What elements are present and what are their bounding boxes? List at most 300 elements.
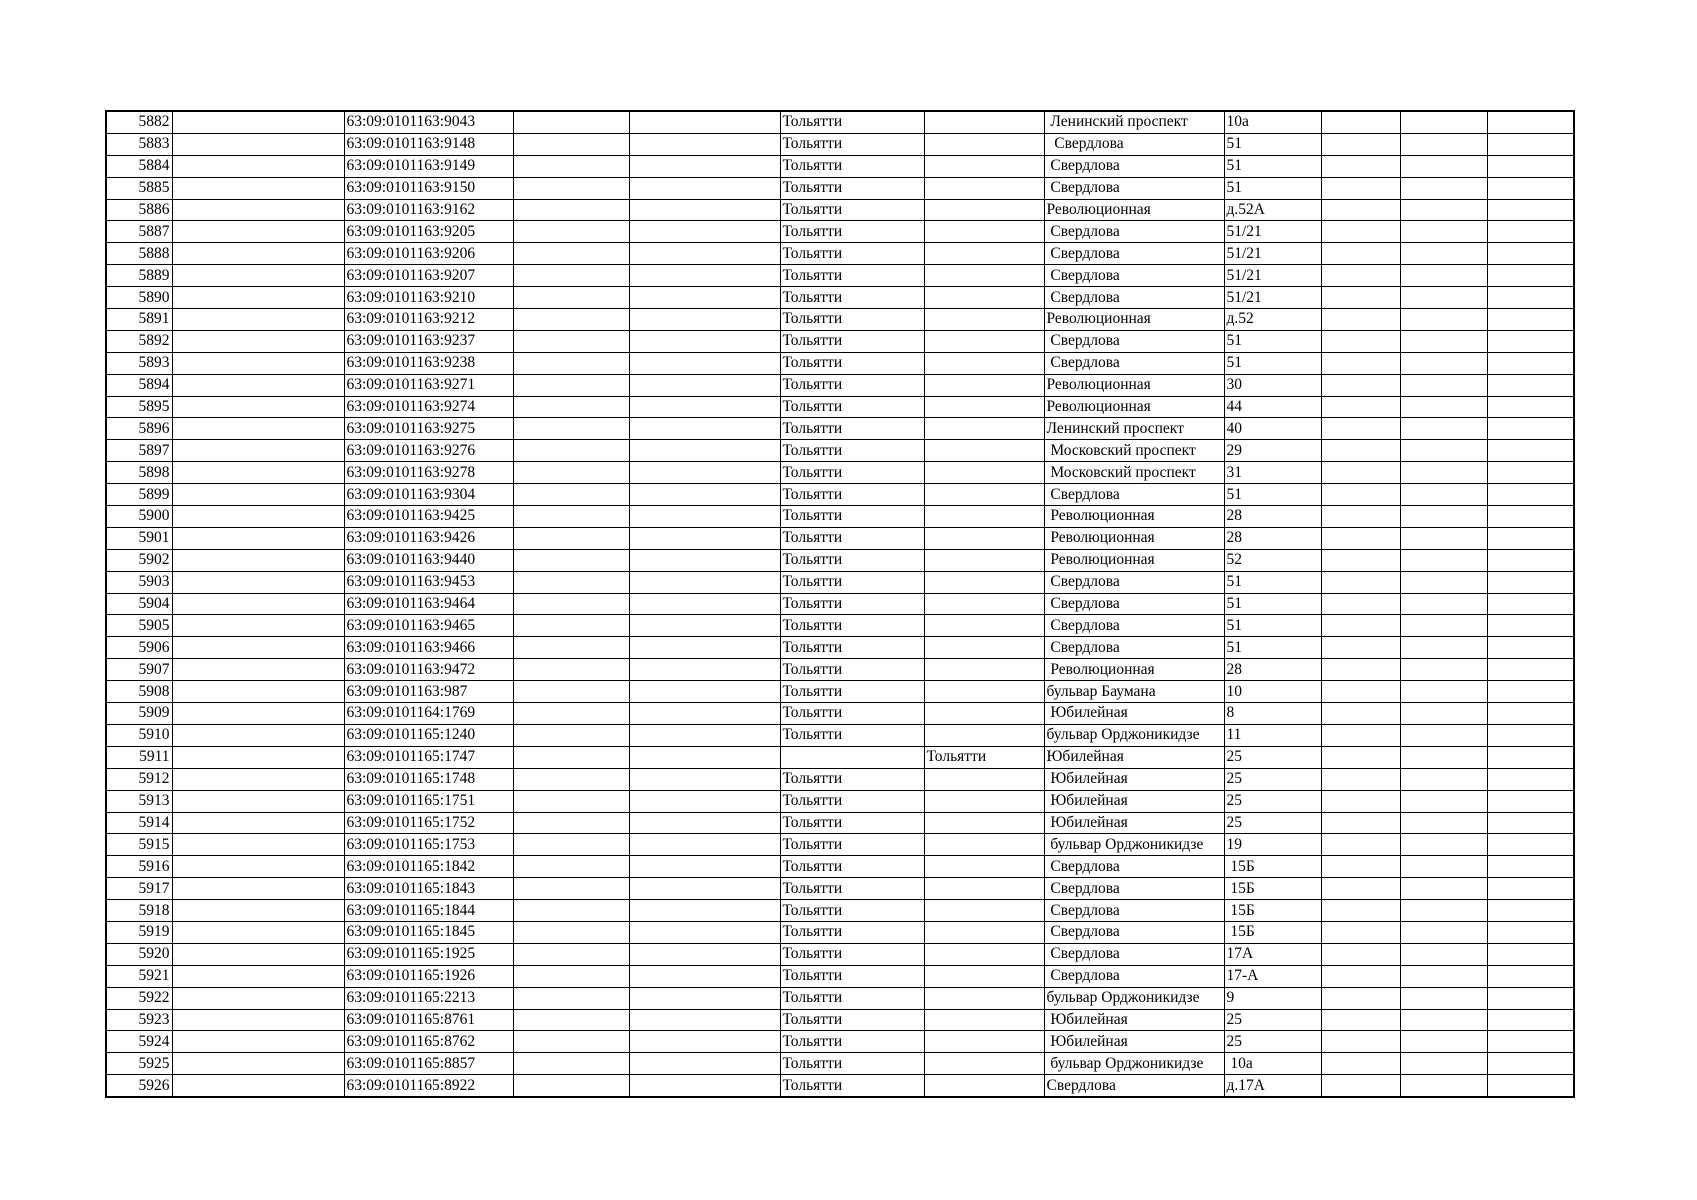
street-cell: бульвар Орджоникидзе [1044,1053,1224,1075]
empty-cell [1321,746,1400,768]
table-row [106,900,1574,922]
city-alt-cell [924,243,1044,265]
empty-cell [513,703,629,725]
empty-cell [629,1053,780,1075]
empty-cell [1487,418,1574,440]
table-row [106,287,1574,309]
city-alt-cell [924,921,1044,943]
house-number-cell: 8 [1224,703,1321,725]
empty-cell [513,418,629,440]
empty-cell [1400,527,1487,549]
cadastral-number-cell: 63:09:0101165:1748 [344,768,513,790]
city-alt-cell [924,965,1044,987]
house-number-cell: 17А [1224,943,1321,965]
empty-cell [513,856,629,878]
table-row [106,768,1574,790]
city-cell: Тольятти [780,111,924,133]
empty-cell [629,943,780,965]
city-cell: Тольятти [780,177,924,199]
empty-cell [1487,921,1574,943]
empty-cell [1487,900,1574,922]
empty-cell [513,921,629,943]
empty-cell [172,440,344,462]
street-cell: Свердлова [1044,287,1224,309]
table-row [106,659,1574,681]
street-cell: Юбилейная [1044,1009,1224,1031]
empty-cell [172,506,344,528]
empty-cell [629,330,780,352]
empty-cell [629,987,780,1009]
empty-cell [1487,1009,1574,1031]
empty-cell [1487,462,1574,484]
empty-cell [513,834,629,856]
city-alt-cell [924,396,1044,418]
row-number-cell: 5892 [106,330,172,352]
empty-cell [1400,1009,1487,1031]
city-cell: Тольятти [780,1031,924,1053]
street-cell: Юбилейная [1044,812,1224,834]
empty-cell [1487,506,1574,528]
city-alt-cell [924,1009,1044,1031]
house-number-cell: 51 [1224,330,1321,352]
empty-cell [513,374,629,396]
empty-cell [1487,987,1574,1009]
city-alt-cell [924,506,1044,528]
city-alt-cell [924,900,1044,922]
empty-cell [1487,637,1574,659]
empty-cell [172,243,344,265]
house-number-cell: 29 [1224,440,1321,462]
empty-cell [1400,724,1487,746]
table-row [106,199,1574,221]
row-number-cell: 5924 [106,1031,172,1053]
empty-cell [1321,155,1400,177]
empty-cell [513,111,629,133]
table-row [106,330,1574,352]
empty-cell [1321,724,1400,746]
table-row [106,309,1574,331]
row-number-cell: 5895 [106,396,172,418]
empty-cell [1400,987,1487,1009]
cadastral-number-cell: 63:09:0101163:9275 [344,418,513,440]
row-number-cell: 5885 [106,177,172,199]
empty-cell [1321,199,1400,221]
house-number-cell: 25 [1224,746,1321,768]
empty-cell [1400,462,1487,484]
cadastral-number-cell: 63:09:0101163:9237 [344,330,513,352]
city-cell: Тольятти [780,265,924,287]
table-row [106,462,1574,484]
city-cell: Тольятти [780,878,924,900]
empty-cell [172,724,344,746]
empty-cell [513,593,629,615]
empty-cell [513,637,629,659]
empty-cell [172,155,344,177]
empty-cell [513,155,629,177]
empty-cell [513,549,629,571]
city-alt-cell [924,374,1044,396]
cadastral-number-cell: 63:09:0101163:9304 [344,484,513,506]
empty-cell [629,768,780,790]
table-row [106,943,1574,965]
city-cell: Тольятти [780,724,924,746]
empty-cell [1487,703,1574,725]
house-number-cell: 9 [1224,987,1321,1009]
house-number-cell: 51/21 [1224,265,1321,287]
cadastral-number-cell: 63:09:0101163:9426 [344,527,513,549]
city-alt-cell [924,856,1044,878]
city-alt-cell [924,199,1044,221]
city-alt-cell [924,1031,1044,1053]
empty-cell [1487,265,1574,287]
empty-cell [1400,309,1487,331]
empty-cell [1321,221,1400,243]
street-cell: Юбилейная [1044,1031,1224,1053]
empty-cell [1487,746,1574,768]
row-number-cell: 5898 [106,462,172,484]
cadastral-number-cell: 63:09:0101165:1240 [344,724,513,746]
empty-cell [513,900,629,922]
street-cell: Свердлова [1044,133,1224,155]
empty-cell [1487,812,1574,834]
empty-cell [172,987,344,1009]
row-number-cell: 5919 [106,921,172,943]
row-number-cell: 5903 [106,571,172,593]
empty-cell [1400,943,1487,965]
empty-cell [1400,768,1487,790]
empty-cell [513,265,629,287]
cadastral-number-cell: 63:09:0101165:1926 [344,965,513,987]
city-cell: Тольятти [780,309,924,331]
table-row [106,987,1574,1009]
street-cell: Революционная [1044,396,1224,418]
city-cell: Тольятти [780,900,924,922]
empty-cell [172,768,344,790]
city-alt-cell [924,593,1044,615]
row-number-cell: 5888 [106,243,172,265]
cadastral-number-cell: 63:09:0101165:1747 [344,746,513,768]
street-cell: Юбилейная [1044,790,1224,812]
empty-cell [629,374,780,396]
empty-cell [1400,484,1487,506]
empty-cell [1400,418,1487,440]
row-number-cell: 5926 [106,1075,172,1097]
street-cell: бульвар Орджоникидзе [1044,834,1224,856]
city-cell: Тольятти [780,615,924,637]
empty-cell [629,352,780,374]
empty-cell [1487,681,1574,703]
house-number-cell: 15Б [1224,900,1321,922]
city-alt-cell [924,418,1044,440]
table-row [106,1075,1574,1097]
street-cell: Революционная [1044,506,1224,528]
empty-cell [629,287,780,309]
city-cell: Тольятти [780,943,924,965]
empty-cell [629,484,780,506]
empty-cell [513,396,629,418]
city-alt-cell [924,352,1044,374]
street-cell: Юбилейная [1044,768,1224,790]
house-number-cell: 15Б [1224,856,1321,878]
cadastral-number-cell: 63:09:0101163:9206 [344,243,513,265]
cadastral-number-cell: 63:09:0101165:1844 [344,900,513,922]
house-number-cell: 28 [1224,506,1321,528]
empty-cell [1400,374,1487,396]
city-alt-cell [924,878,1044,900]
row-number-cell: 5907 [106,659,172,681]
city-cell: Тольятти [780,199,924,221]
row-number-cell: 5922 [106,987,172,1009]
empty-cell [1321,1009,1400,1031]
empty-cell [1400,1053,1487,1075]
empty-cell [1321,637,1400,659]
house-number-cell: д.52А [1224,199,1321,221]
empty-cell [1400,637,1487,659]
empty-cell [1400,199,1487,221]
table-row [106,484,1574,506]
house-number-cell: 25 [1224,790,1321,812]
empty-cell [1400,440,1487,462]
empty-cell [1487,659,1574,681]
empty-cell [1400,746,1487,768]
empty-cell [1321,834,1400,856]
empty-cell [1321,265,1400,287]
row-number-cell: 5896 [106,418,172,440]
empty-cell [172,1031,344,1053]
city-cell: Тольятти [780,221,924,243]
city-alt-cell [924,812,1044,834]
empty-cell [513,768,629,790]
empty-cell [1321,418,1400,440]
empty-cell [1400,593,1487,615]
empty-cell [629,1031,780,1053]
cadastral-number-cell: 63:09:0101163:9274 [344,396,513,418]
row-number-cell: 5906 [106,637,172,659]
empty-cell [1321,549,1400,571]
cadastral-number-cell: 63:09:0101165:1752 [344,812,513,834]
table-row [106,703,1574,725]
row-number-cell: 5887 [106,221,172,243]
cadastral-number-cell: 63:09:0101163:9276 [344,440,513,462]
street-cell: Свердлова [1044,921,1224,943]
empty-cell [172,878,344,900]
empty-cell [1487,243,1574,265]
empty-cell [629,593,780,615]
empty-cell [1321,484,1400,506]
city-alt-cell [924,133,1044,155]
cadastral-number-cell: 63:09:0101163:9149 [344,155,513,177]
table-row [106,790,1574,812]
row-number-cell: 5914 [106,812,172,834]
house-number-cell: 31 [1224,462,1321,484]
empty-cell [1400,287,1487,309]
empty-cell [172,834,344,856]
empty-cell [513,133,629,155]
table-row [106,352,1574,374]
table-row [106,396,1574,418]
empty-cell [629,746,780,768]
table-row [106,133,1574,155]
row-number-cell: 5886 [106,199,172,221]
city-cell: Тольятти [780,330,924,352]
city-cell: Тольятти [780,287,924,309]
street-cell: Революционная [1044,659,1224,681]
city-cell: Тольятти [780,133,924,155]
cadastral-number-cell: 63:09:0101163:9210 [344,287,513,309]
empty-cell [629,506,780,528]
row-number-cell: 5904 [106,593,172,615]
street-cell: Революционная [1044,549,1224,571]
empty-cell [1400,571,1487,593]
street-cell: Свердлова [1044,943,1224,965]
house-number-cell: 25 [1224,1009,1321,1031]
empty-cell [1400,900,1487,922]
city-alt-cell [924,571,1044,593]
city-cell: Тольятти [780,1075,924,1097]
cadastral-number-cell: 63:09:0101163:9238 [344,352,513,374]
table-body [106,111,1574,1097]
empty-cell [1400,878,1487,900]
street-cell: Революционная [1044,199,1224,221]
empty-cell [1321,812,1400,834]
empty-cell [1400,133,1487,155]
table-row [106,155,1574,177]
city-cell: Тольятти [780,374,924,396]
empty-cell [629,549,780,571]
empty-cell [1487,571,1574,593]
empty-cell [629,155,780,177]
empty-cell [629,790,780,812]
empty-cell [513,965,629,987]
empty-cell [629,900,780,922]
empty-cell [1321,900,1400,922]
cadastral-number-cell: 63:09:0101163:9150 [344,177,513,199]
city-cell: Тольятти [780,703,924,725]
city-cell: Тольятти [780,484,924,506]
house-number-cell: 19 [1224,834,1321,856]
empty-cell [172,812,344,834]
table-row [106,418,1574,440]
cadastral-number-cell: 63:09:0101165:1842 [344,856,513,878]
table-row [106,374,1574,396]
city-alt-cell [924,1053,1044,1075]
empty-cell [1321,506,1400,528]
street-cell: Свердлова [1044,856,1224,878]
table-row [106,506,1574,528]
row-number-cell: 5921 [106,965,172,987]
empty-cell [513,1053,629,1075]
house-number-cell: 51 [1224,593,1321,615]
empty-cell [1400,111,1487,133]
city-cell: Тольятти [780,440,924,462]
city-alt-cell [924,221,1044,243]
city-alt-cell [924,462,1044,484]
empty-cell [1321,768,1400,790]
empty-cell [1321,352,1400,374]
city-cell: Тольятти [780,768,924,790]
empty-cell [1321,111,1400,133]
empty-cell [172,309,344,331]
row-number-cell: 5918 [106,900,172,922]
cadastral-number-cell: 63:09:0101163:9278 [344,462,513,484]
street-cell: Юбилейная [1044,746,1224,768]
empty-cell [1400,681,1487,703]
house-number-cell: 25 [1224,812,1321,834]
empty-cell [513,199,629,221]
empty-cell [1321,659,1400,681]
house-number-cell: 52 [1224,549,1321,571]
empty-cell [1321,374,1400,396]
table-row [106,1009,1574,1031]
house-number-cell: 51/21 [1224,287,1321,309]
house-number-cell: 51 [1224,637,1321,659]
empty-cell [629,1075,780,1097]
empty-cell [1321,921,1400,943]
table-row [106,637,1574,659]
empty-cell [172,900,344,922]
empty-cell [1321,309,1400,331]
street-cell: Свердлова [1044,878,1224,900]
empty-cell [1321,615,1400,637]
city-alt-cell [924,681,1044,703]
empty-cell [513,440,629,462]
empty-cell [1487,440,1574,462]
city-alt-cell [924,615,1044,637]
empty-cell [1321,287,1400,309]
empty-cell [1400,1075,1487,1097]
empty-cell [629,921,780,943]
table-row [106,834,1574,856]
city-cell: Тольятти [780,462,924,484]
street-cell: бульвар Орджоникидзе [1044,724,1224,746]
empty-cell [172,637,344,659]
street-cell: Свердлова [1044,330,1224,352]
empty-cell [172,265,344,287]
house-number-cell: 10 [1224,681,1321,703]
empty-cell [629,418,780,440]
empty-cell [1487,352,1574,374]
empty-cell [629,637,780,659]
house-number-cell: 51/21 [1224,221,1321,243]
empty-cell [172,681,344,703]
empty-cell [513,724,629,746]
house-number-cell: 17-А [1224,965,1321,987]
table-row [106,615,1574,637]
street-cell: Революционная [1044,527,1224,549]
house-number-cell: 51 [1224,177,1321,199]
street-cell: Свердлова [1044,593,1224,615]
city-alt-cell [924,549,1044,571]
empty-cell [1487,309,1574,331]
cadastral-number-cell: 63:09:0101163:9205 [344,221,513,243]
city-alt-cell [924,287,1044,309]
street-cell: Свердлова [1044,177,1224,199]
row-number-cell: 5910 [106,724,172,746]
street-cell: Московский проспект [1044,462,1224,484]
cadastral-number-cell: 63:09:0101163:9271 [344,374,513,396]
empty-cell [172,199,344,221]
empty-cell [629,133,780,155]
city-alt-cell [924,309,1044,331]
house-number-cell: 28 [1224,527,1321,549]
street-cell: Московский проспект [1044,440,1224,462]
cadastral-number-cell: 63:09:0101164:1769 [344,703,513,725]
empty-cell [172,330,344,352]
house-number-cell: 51 [1224,352,1321,374]
empty-cell [513,1009,629,1031]
empty-cell [172,746,344,768]
empty-cell [629,965,780,987]
